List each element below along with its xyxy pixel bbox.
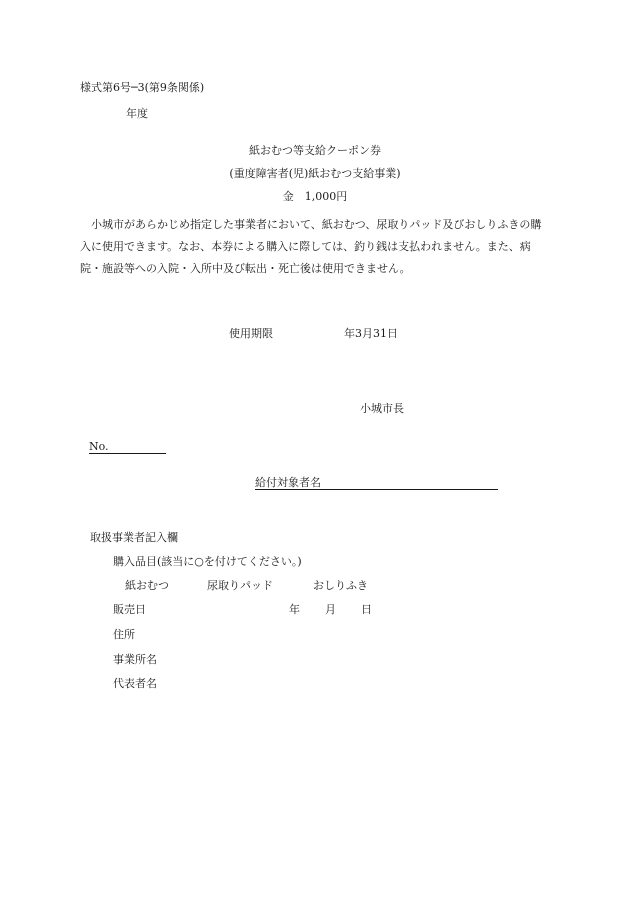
document-subtitle: (重度障害者(児)紙おむつ支給事業): [229, 167, 401, 180]
vendor-office-name-label: 事業所名: [113, 653, 157, 666]
sale-date-year-unit: 年: [289, 603, 300, 616]
purchase-item-diapers: 紙おむつ: [125, 579, 169, 592]
expiry-date: 年3月31日: [344, 327, 398, 340]
form-number: 様式第6号─3(第9条関係): [80, 81, 205, 94]
coupon-amount: 金 1,000円: [282, 190, 348, 203]
issuer-name: 小城市長: [360, 402, 404, 415]
recipient-name-field: [255, 477, 498, 490]
purchase-item-wipes: おしりふき: [313, 579, 368, 592]
vendor-section-title: 取扱事業者記入欄: [90, 531, 178, 544]
vendor-representative-label: 代表者名: [113, 677, 157, 690]
usage-terms-text: 小城市があらかじめ指定した事業者において、紙おむつ、尿取りパッド及びおしりふきの購入に使用できます。なお、本券による購入に際しては、釣り銭は支払われません。また、病院・施設等への入院・入所中及び転出・死亡後は使用できません。: [80, 218, 542, 275]
sale-date-label: 販売日: [113, 603, 146, 616]
coupon-number-field: [89, 441, 166, 454]
sale-date-month-unit: 月: [325, 603, 336, 616]
fiscal-year-label: 年度: [126, 107, 148, 120]
purchase-items-label: 購入品目(該当に○を付けてください。): [113, 555, 302, 568]
purchase-item-urine-pads: 尿取りパッド: [207, 579, 273, 592]
recipient-name-label: 給付対象者名: [255, 477, 498, 490]
document-title: 紙おむつ等支給クーポン券: [249, 144, 381, 157]
vendor-address-label: 住所: [113, 628, 135, 641]
coupon-number-label: No.: [89, 441, 166, 454]
expiry-label: 使用期限: [229, 327, 273, 340]
sale-date-day-unit: 日: [361, 603, 372, 616]
